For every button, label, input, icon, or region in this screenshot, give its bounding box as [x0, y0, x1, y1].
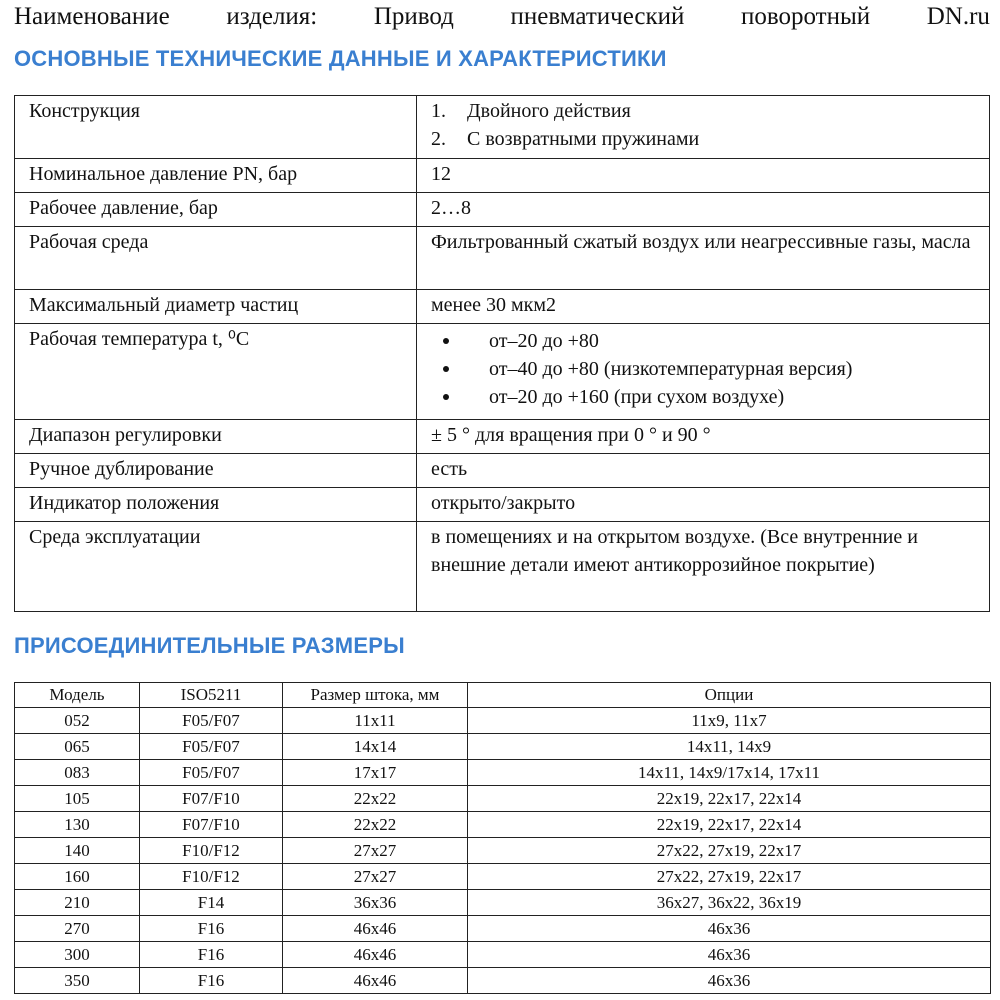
- spec-value: 12: [417, 159, 990, 193]
- cell-model: 300: [15, 942, 140, 968]
- cell-options: 36x27, 36x22, 36x19: [468, 890, 991, 916]
- title-word: Привод: [373, 3, 454, 30]
- cell-options: 46x36: [468, 942, 991, 968]
- cell-stem: 11x11: [283, 708, 468, 734]
- spec-key: Индикатор положения: [15, 488, 417, 522]
- cell-stem: 27x27: [283, 864, 468, 890]
- spec-key: Диапазон регулировки: [15, 420, 417, 454]
- cell-model: 083: [15, 760, 140, 786]
- table-row: [15, 734, 991, 760]
- table-row: [15, 838, 991, 864]
- product-title: [14, 0, 990, 36]
- cell-stem: 46x46: [283, 916, 468, 942]
- cell-options: 14x11, 14x9: [468, 734, 991, 760]
- spec-value: в помещениях и на открытом воздухе. (Все внутренние и внешние детали имеют антикоррозийное покрытие): [417, 522, 990, 612]
- table-row: [15, 812, 991, 838]
- column-header-iso: ISO5211: [140, 683, 283, 708]
- cell-iso: F16: [140, 968, 283, 994]
- cell-iso: F05/F07: [140, 708, 283, 734]
- cell-stem: 14x14: [283, 734, 468, 760]
- spec-value: менее 30 мкм2: [417, 290, 990, 324]
- table-row: [15, 522, 990, 612]
- title-word: изделия:: [226, 3, 318, 30]
- list-item: 2. С возвратными пружинами: [431, 128, 700, 150]
- cell-iso: F05/F07: [140, 760, 283, 786]
- column-header-stem: Размер штока, мм: [283, 683, 468, 708]
- table-row: [15, 454, 990, 488]
- cell-iso: F16: [140, 942, 283, 968]
- cell-iso: F10/F12: [140, 838, 283, 864]
- section-title-dimensions: ПРИСОЕДИНИТЕЛЬНЫЕ РАЗМЕРЫ: [14, 633, 405, 658]
- title-word: DN.ru: [926, 3, 990, 30]
- cell-stem: 27x27: [283, 838, 468, 864]
- table-row: [15, 193, 990, 227]
- section-title-specs: ОСНОВНЫЕ ТЕХНИЧЕСКИЕ ДАННЫЕ И ХАРАКТЕРИСТИКИ: [14, 46, 667, 71]
- cell-model: 140: [15, 838, 140, 864]
- dimensions-body: [15, 708, 991, 994]
- table-row: [15, 227, 990, 290]
- table-row: [15, 968, 991, 994]
- cell-options: 11x9, 11x7: [468, 708, 991, 734]
- dimensions-table: [14, 682, 991, 994]
- table-row: [15, 916, 991, 942]
- spec-value: открыто/закрыто: [417, 488, 990, 522]
- table-row: [15, 786, 991, 812]
- column-header-options: Опции: [468, 683, 991, 708]
- cell-model: 160: [15, 864, 140, 890]
- table-row: [15, 890, 991, 916]
- table-row: [15, 488, 990, 522]
- cell-iso: F14: [140, 890, 283, 916]
- construction-list: [431, 97, 975, 153]
- table-row: [15, 942, 991, 968]
- cell-stem: 36x36: [283, 890, 468, 916]
- specs-table: [14, 95, 990, 612]
- spec-value: ± 5 ° для вращения при 0 ° и 90 °: [417, 420, 990, 454]
- spec-key: Конструкция: [15, 96, 417, 159]
- spec-value: 2…8: [417, 193, 990, 227]
- spec-key: Среда эксплуатации: [15, 522, 417, 612]
- list-item: 1. Двойного действия: [431, 100, 631, 122]
- cell-stem: 22x22: [283, 786, 468, 812]
- cell-stem: 46x46: [283, 942, 468, 968]
- cell-options: 22x19, 22x17, 22x14: [468, 786, 991, 812]
- title-word: поворотный: [741, 3, 871, 30]
- bullet-icon: [443, 394, 449, 400]
- cell-model: 130: [15, 812, 140, 838]
- bullet-icon: [443, 338, 449, 344]
- cell-stem: 22x22: [283, 812, 468, 838]
- cell-iso: F05/F07: [140, 734, 283, 760]
- table-row: [15, 708, 991, 734]
- spec-key: Максимальный диаметр частиц: [15, 290, 417, 324]
- table-row: [15, 96, 990, 159]
- cell-iso: F16: [140, 916, 283, 942]
- list-item: от–20 до +80: [443, 327, 975, 355]
- spec-key: Рабочая среда: [15, 227, 417, 290]
- cell-iso: F10/F12: [140, 864, 283, 890]
- cell-model: 065: [15, 734, 140, 760]
- cell-options: 46x36: [468, 916, 991, 942]
- cell-options: 27x22, 27x19, 22x17: [468, 838, 991, 864]
- list-item: от–20 до +160 (при сухом воздухе): [443, 383, 975, 411]
- cell-model: 105: [15, 786, 140, 812]
- list-item: от–40 до +80 (низкотемпературная версия): [443, 355, 975, 383]
- column-header-model: Модель: [15, 683, 140, 708]
- cell-options: 22x19, 22x17, 22x14: [468, 812, 991, 838]
- cell-stem: 46x46: [283, 968, 468, 994]
- cell-model: 270: [15, 916, 140, 942]
- cell-options: 14x11, 14x9/17x14, 17x11: [468, 760, 991, 786]
- spec-key: Ручное дублирование: [15, 454, 417, 488]
- spec-value: есть: [417, 454, 990, 488]
- temperature-list: [431, 327, 975, 411]
- table-row: [15, 420, 990, 454]
- bullet-icon: [443, 366, 449, 372]
- cell-model: 052: [15, 708, 140, 734]
- spec-key: Рабочее давление, бар: [15, 193, 417, 227]
- cell-options: 27x22, 27x19, 22x17: [468, 864, 991, 890]
- cell-options: 46x36: [468, 968, 991, 994]
- spec-value: [417, 96, 990, 159]
- table-row: [15, 760, 991, 786]
- cell-iso: F07/F10: [140, 812, 283, 838]
- title-word: Наименование: [14, 3, 170, 30]
- cell-stem: 17x17: [283, 760, 468, 786]
- spec-key: Номинальное давление PN, бар: [15, 159, 417, 193]
- spec-value: [417, 324, 990, 420]
- title-word: пневматический: [510, 3, 685, 30]
- table-row: [15, 324, 990, 420]
- table-row: [15, 159, 990, 193]
- table-row: [15, 864, 991, 890]
- table-row: [15, 290, 990, 324]
- cell-iso: F07/F10: [140, 786, 283, 812]
- table-header-row: [15, 683, 991, 708]
- spec-key: Рабочая температура t, ⁰С: [15, 324, 417, 420]
- cell-model: 350: [15, 968, 140, 994]
- spec-value: Фильтрованный сжатый воздух или неагрессивные газы, масла: [417, 227, 990, 290]
- cell-model: 210: [15, 890, 140, 916]
